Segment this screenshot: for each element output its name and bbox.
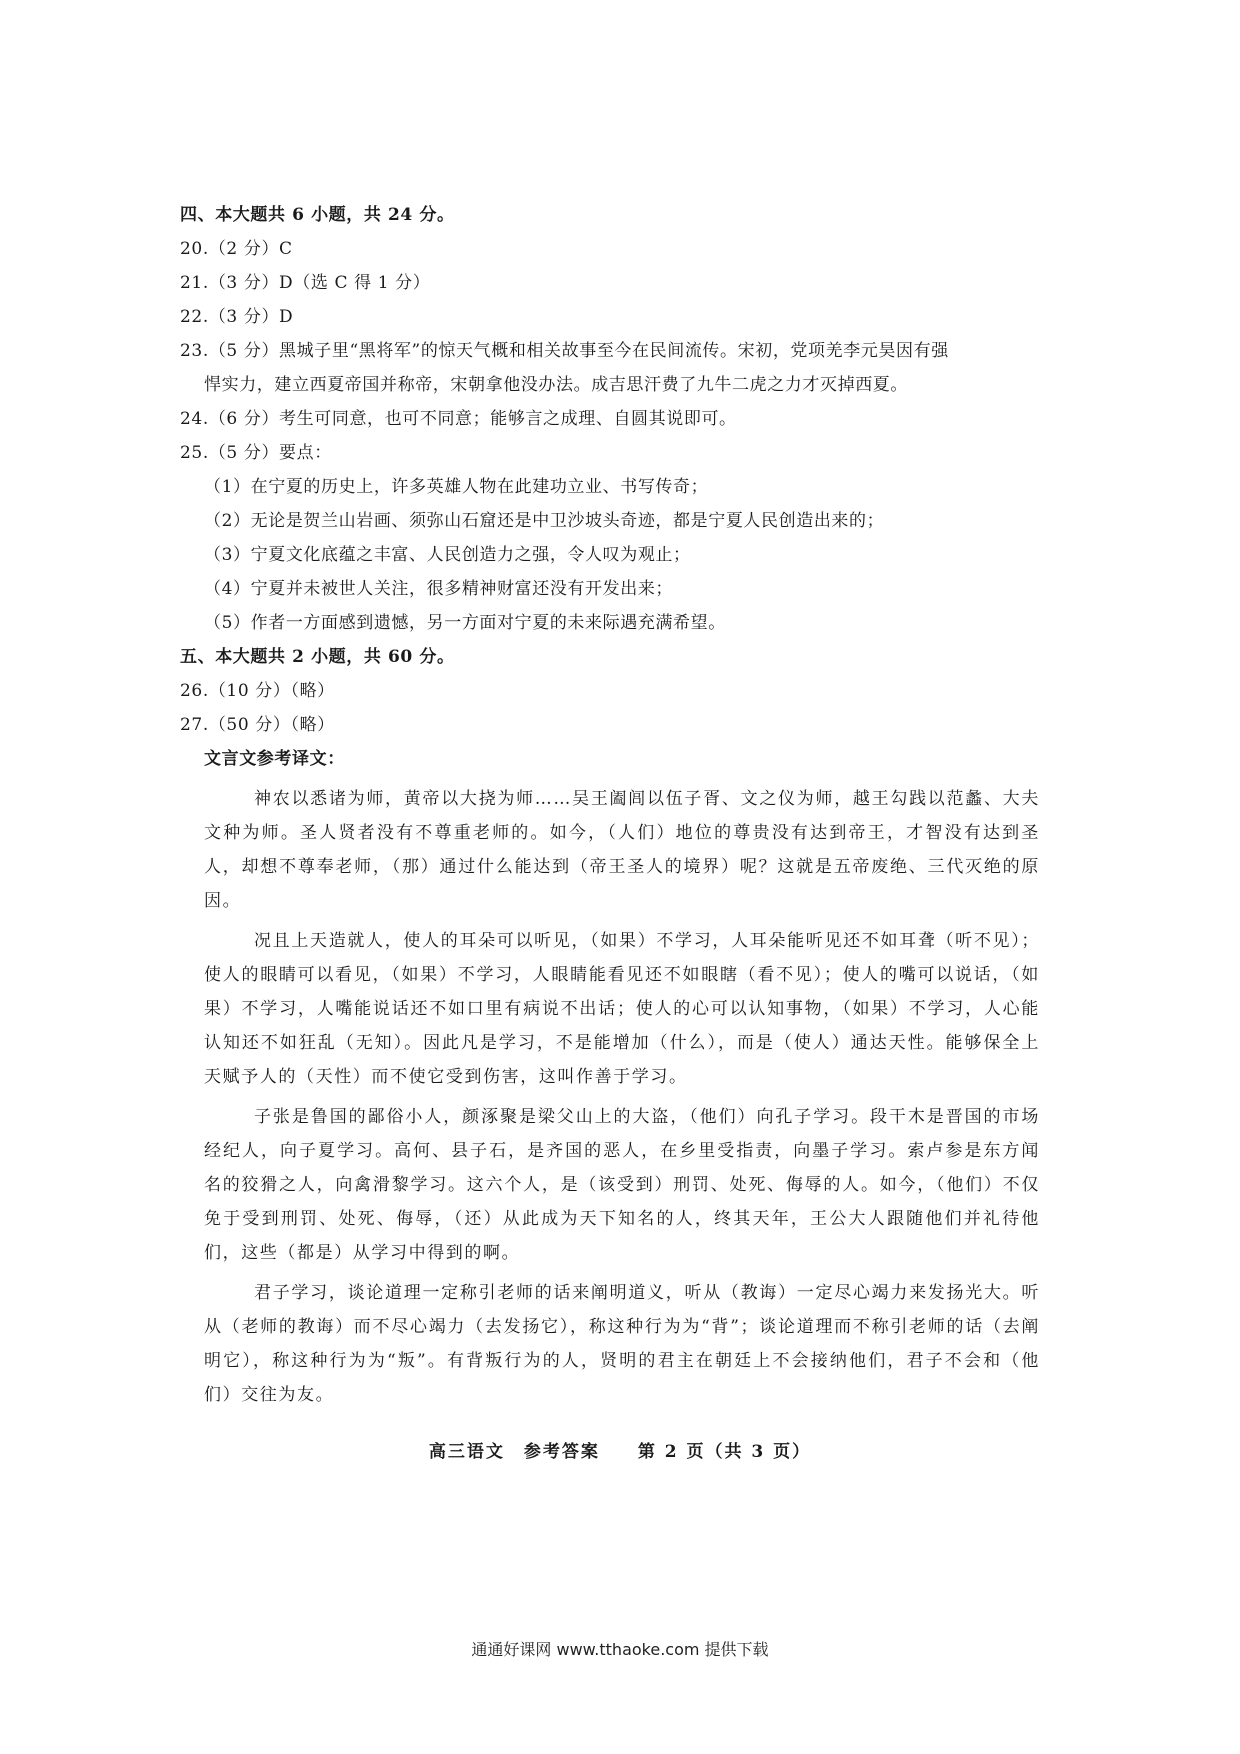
answer-21: 21.（3 分）D（选 C 得 1 分） xyxy=(180,273,431,293)
point-3: （3）宁夏文化底蕴之丰富、人民创造力之强，令人叹为观止； xyxy=(204,545,691,565)
translation-heading: 文言文参考译文： xyxy=(204,749,345,769)
answer-25: 25.（5 分）要点： xyxy=(180,443,332,463)
point-1: （1）在宁夏的历史上，许多英雄人物在此建功立业、书写传奇； xyxy=(204,477,709,497)
answer-23-line-1: 23.（5 分）黑城子里“黑将军”的惊天气概和相关故事至今在民间流传。宋初，党项羌李元昊因有强 xyxy=(180,341,949,361)
translation-paragraph-1: 神农以悉诸为师，黄帝以大挠为师……吴王阖闾以伍子胥、文之仪为师，越王勾践以范蠡、大夫文种为师。圣人贤者没有不尊重老师的。如今，（人们）地位的尊贵没有达到帝王，才智没有达到圣人，却想不尊奉老师，（那）通过什么能达到（帝王圣人的境界）呢？这就是五帝废绝、三代灭绝的原因。 xyxy=(204,789,1040,911)
answer-27: 27.（50 分）（略） xyxy=(180,715,335,735)
point-5: （5）作者一方面感到遗憾，另一方面对宁夏的未来际遇充满希望。 xyxy=(204,613,726,633)
translation-body xyxy=(180,782,1040,1412)
answer-content xyxy=(180,198,1040,1418)
download-watermark: 通通好课网 www.tthaoke.com 提供下载 xyxy=(471,1640,769,1659)
answer-26: 26.（10 分）（略） xyxy=(180,681,335,701)
page-footer: 高三语文 参考答案 第 2 页（共 3 页） xyxy=(428,1442,812,1462)
section-five-heading: 五、本大题共 2 小题，共 60 分。 xyxy=(180,647,455,667)
point-2: （2）无论是贺兰山岩画、须弥山石窟还是中卫沙坡头奇迹，都是宁夏人民创造出来的； xyxy=(204,511,885,531)
answer-20: 20.（2 分）C xyxy=(180,239,293,259)
translation-paragraph-4: 君子学习，谈论道理一定称引老师的话来阐明道义，听从（教诲）一定尽心竭力来发扬光大。听从（老师的教诲）而不尽心竭力（去发扬它），称这种行为为“背”；谈论道理而不称引老师的话（去阐明它），称这种行为为“叛”。有背叛行为的人，贤明的君主在朝廷上不会接纳他们，君子不会和（他们）交往为友。 xyxy=(204,1283,1040,1405)
answer-22: 22.（3 分）D xyxy=(180,307,294,327)
answer-24: 24.（6 分）考生可同意，也可不同意；能够言之成理、自圆其说即可。 xyxy=(180,409,737,429)
section-four-heading: 四、本大题共 6 小题，共 24 分。 xyxy=(180,205,455,225)
point-4: （4）宁夏并未被世人关注，很多精神财富还没有开发出来； xyxy=(204,579,674,599)
translation-paragraph-2: 况且上天造就人，使人的耳朵可以听见，（如果）不学习，人耳朵能听见还不如耳聋（听不见）；使人的眼睛可以看见，（如果）不学习，人眼睛能看见还不如眼瞎（看不见）；使人的嘴可以说话，（如果）不学习，人嘴能说话还不如口里有病说不出话；使人的心可以认知事物，（如果）不学习，人心能认知还不如狂乱（无知）。因此凡是学习，不是能增加（什么），而是（使人）通达天性。能够保全上天赋予人的（天性）而不使它受到伤害，这叫作善于学习。 xyxy=(204,931,1040,1087)
answer-23-line-2: 悍实力，建立西夏帝国并称帝，宋朝拿他没办法。成吉思汗费了九牛二虎之力才灭掉西夏。 xyxy=(204,375,908,395)
translation-paragraph-3: 子张是鲁国的鄙俗小人，颜涿聚是梁父山上的大盗，（他们）向孔子学习。段干木是晋国的市场经纪人，向子夏学习。高何、县子石，是齐国的恶人，在乡里受指责，向墨子学习。索卢参是东方闻名的狡猾之人，向禽滑黎学习。这六个人，是（该受到）刑罚、处死、侮辱的人。如今，（他们）不仅免于受到刑罚、处死、侮辱，（还）从此成为天下知名的人，终其天年，王公大人跟随他们并礼待他们，这些（都是）从学习中得到的啊。 xyxy=(204,1107,1040,1263)
